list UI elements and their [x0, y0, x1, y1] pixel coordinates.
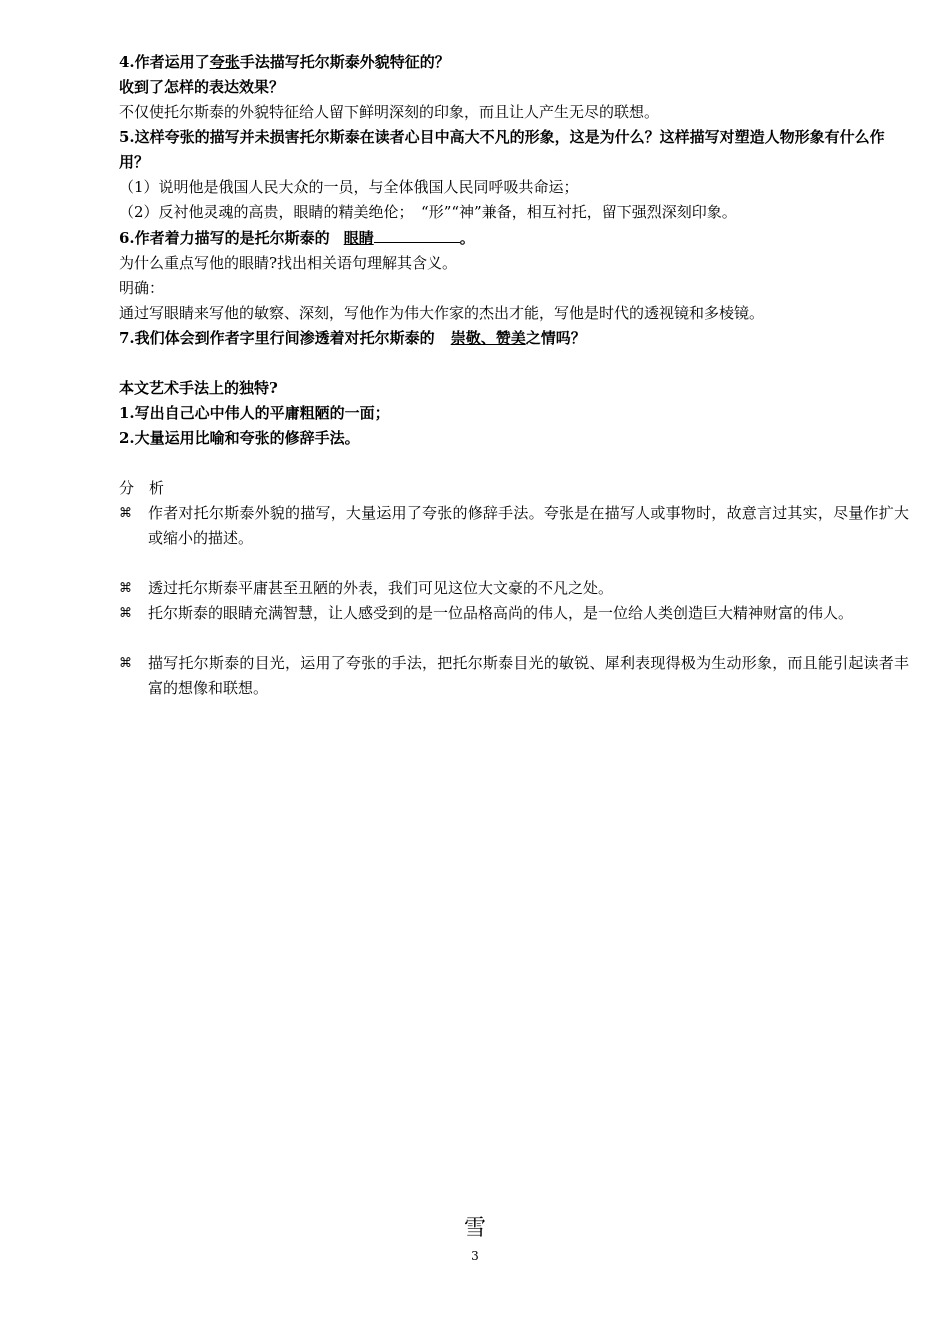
analysis-text: 透过托尔斯泰平庸甚至丑陋的外表，我们可见这位大文豪的不凡之处。	[148, 579, 614, 597]
analysis-text: 描写托尔斯泰的目光，运用了夸张的手法，把托尔斯泰目光的敏锐、犀利表现得极为生动形象，而且能引起读者丰富的想像和联想。	[148, 654, 909, 697]
question-number: 4.	[119, 53, 135, 71]
question-4-answer: 不仅使托尔斯泰的外貌特征给人留下鲜明深刻的印象，而且让人产生无尽的联想。	[119, 103, 660, 121]
question-text: 手法描写托尔斯泰外貌特征的？	[239, 53, 450, 71]
question-5	[119, 125, 909, 175]
question-6-answer: 通过写眼睛来写他的敏察、深刻，写他作为伟大作家的杰出才能，写他是时代的透视镜和多棱镜。	[119, 304, 765, 322]
question-text: 我们体会到作者字里行间渗透着对托尔斯泰的	[134, 329, 435, 347]
footer-title: 雪	[463, 1216, 486, 1241]
answer-fill: 夸张	[209, 53, 240, 71]
question-text: 这样夸张的描写并未损害托尔斯泰在读者心目中高大不凡的形象，这是为什么？这样描写对塑造人物形象有什么作用？	[119, 128, 885, 171]
analysis-text: 托尔斯泰的眼睛充满智慧，让人感受到的是一位品格高尚的伟人，是一位给人类创造巨大精神财富的伟人。	[148, 604, 854, 622]
point-text: 大量运用比喻和夸张的修辞手法。	[134, 429, 360, 447]
question-7	[119, 326, 909, 351]
art-point-1	[119, 401, 909, 426]
art-heading: 本文艺术手法上的独特?	[119, 379, 278, 397]
analysis-item	[119, 651, 909, 701]
analysis-item	[119, 576, 909, 601]
spacer	[119, 626, 909, 651]
spacer	[119, 551, 909, 576]
analysis-heading: 分 析	[119, 479, 165, 497]
question-5-item-2: （2）反衬他灵魂的高贵，眼睛的精美绝伦； “形”“神”兼备，相互衬托，留下强烈深刻印象。	[119, 203, 737, 221]
question-text: 作者着力描写的是托尔斯泰的	[134, 229, 330, 247]
question-text: 作者运用了	[134, 53, 210, 71]
answer-fill: 眼睛	[343, 229, 374, 247]
art-point-2	[119, 426, 909, 451]
question-number: 7.	[119, 329, 135, 347]
question-text: 。	[459, 229, 475, 247]
question-6-sub: 为什么重点写他的眼睛?找出相关语句理解其含义。	[119, 254, 458, 272]
question-4-sub: 收到了怎样的表达效果？	[119, 78, 285, 96]
analysis-text: 作者对托尔斯泰外貌的描写，大量运用了夸张的修辞手法。夸张是在描写人或事物时，故意言过其实，尽量作扩大或缩小的描述。	[148, 504, 909, 547]
page-number: 3	[471, 1249, 479, 1263]
command-bullet-icon: ⌘	[119, 506, 132, 521]
command-bullet-icon: ⌘	[119, 581, 132, 596]
question-4	[119, 50, 909, 75]
question-text: 之情吗？	[525, 329, 586, 347]
question-6-label: 明确：	[119, 279, 165, 297]
command-bullet-icon: ⌘	[119, 606, 132, 621]
spacer	[119, 451, 909, 476]
document-body	[119, 50, 909, 701]
spacer	[119, 351, 909, 376]
question-number: 5.	[119, 128, 135, 146]
question-number: 6.	[119, 229, 135, 247]
point-text: 写出自己心中伟人的平庸粗陋的一面；	[134, 404, 390, 422]
question-5-item-1: （1）说明他是俄国人民大众的一员，与全体俄国人民同呼吸共命运；	[119, 178, 579, 196]
point-number: 1.	[119, 404, 135, 422]
point-number: 2.	[119, 429, 135, 447]
command-bullet-icon: ⌘	[119, 656, 132, 671]
analysis-item	[119, 501, 909, 551]
answer-fill: 崇敬、赞美	[450, 329, 526, 347]
answer-blank-line	[374, 225, 460, 243]
question-6	[119, 225, 909, 251]
analysis-item	[119, 601, 909, 626]
